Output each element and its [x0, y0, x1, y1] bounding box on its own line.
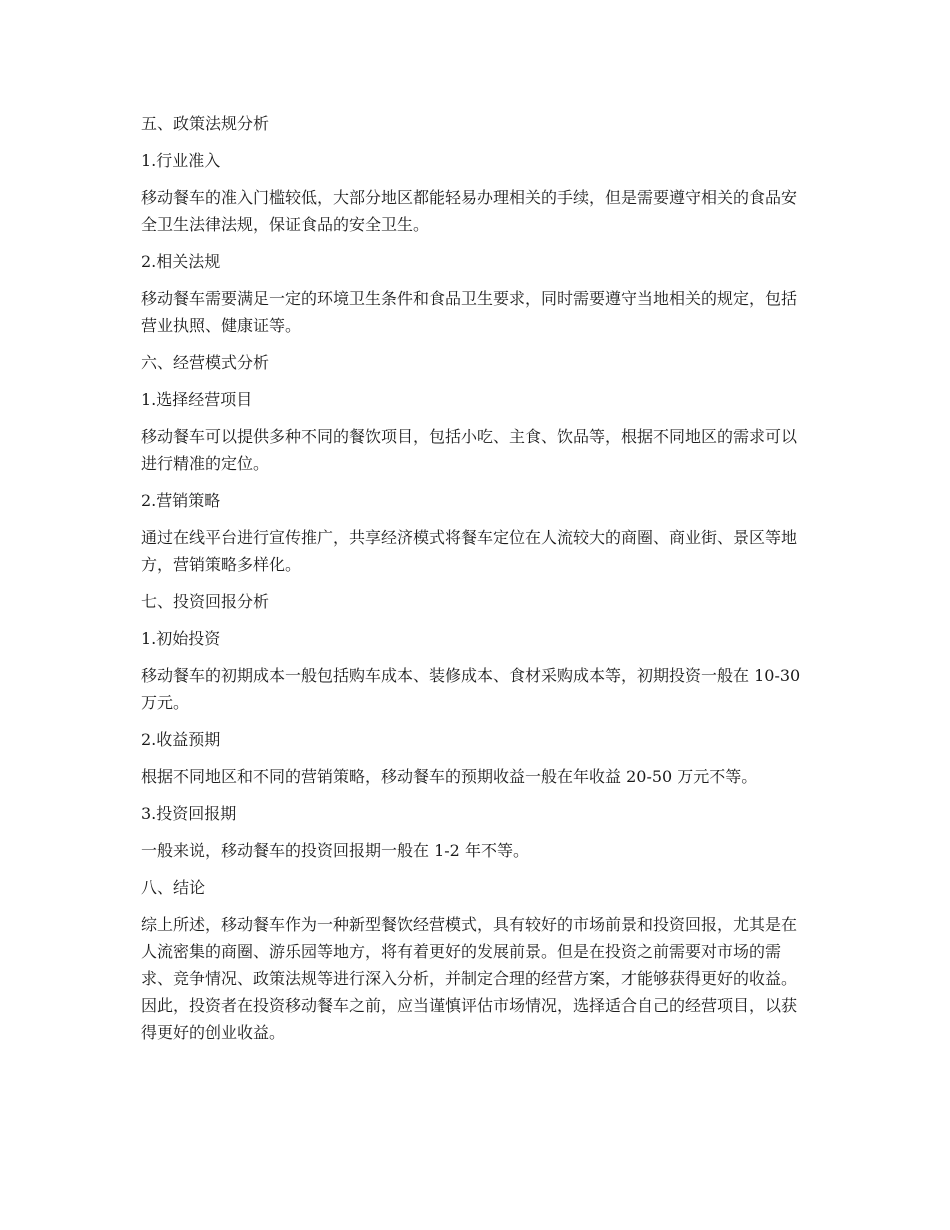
- subheading-choose-business: 1.选择经营项目: [141, 390, 253, 409]
- paragraph-marketing-strategy: 通过在线平台进行宣传推广，共享经济模式将餐车定位在人流较大的商圈、商业街、景区等地方，营销策略多样化。: [141, 528, 798, 574]
- paragraph-industry-access: 移动餐车的准入门槛较低，大部分地区都能轻易办理相关的手续，但是需要遵守相关的食品安全卫生法律法规，保证食品的安全卫生。: [141, 188, 798, 234]
- paragraph-related-regulations: 移动餐车需要满足一定的环境卫生条件和食品卫生要求，同时需要遵守当地相关的规定，包括营业执照、健康证等。: [141, 289, 798, 335]
- paragraph-choose-business: 移动餐车可以提供多种不同的餐饮项目，包括小吃、主食、饮品等，根据不同地区的需求可以进行精准的定位。: [141, 427, 798, 473]
- subheading-industry-access: 1.行业准入: [141, 151, 221, 170]
- section-heading-5: 五、政策法规分析: [141, 114, 270, 133]
- subheading-related-regulations: 2.相关法规: [141, 252, 221, 271]
- paragraph-initial-investment: 移动餐车的初期成本一般包括购车成本、装修成本、食材采购成本等，初期投资一般在 10-30 万元。: [141, 666, 801, 712]
- section-heading-7: 七、投资回报分析: [141, 592, 270, 611]
- paragraph-expected-returns: 根据不同地区和不同的营销策略，移动餐车的预期收益一般在年收益 20-50 万元不等。: [141, 767, 758, 786]
- subheading-expected-returns: 2.收益预期: [141, 730, 221, 749]
- document-page: [141, 110, 811, 1056]
- section-heading-6: 六、经营模式分析: [141, 353, 270, 372]
- subheading-initial-investment: 1.初始投资: [141, 629, 221, 648]
- subheading-payback-period: 3.投资回报期: [141, 804, 237, 823]
- section-heading-8: 八、结论: [141, 878, 206, 897]
- subheading-marketing-strategy: 2.营销策略: [141, 491, 221, 510]
- paragraph-payback-period: 一般来说，移动餐车的投资回报期一般在 1-2 年不等。: [141, 841, 529, 860]
- paragraph-conclusion: 综上所述，移动餐车作为一种新型餐饮经营模式，具有较好的市场前景和投资回报，尤其是在人流密集的商圈、游乐园等地方，将有着更好的发展前景。但是在投资之前需要对市场的需求、竞争情况、政策法规等进行深入分析，并制定合理的经营方案，才能够获得更好的收益。因此，投资者在投资移动餐车之前，应当谨慎评估市场情况，选择适合自己的经营项目，以获得更好的创业收益。: [141, 915, 798, 1042]
